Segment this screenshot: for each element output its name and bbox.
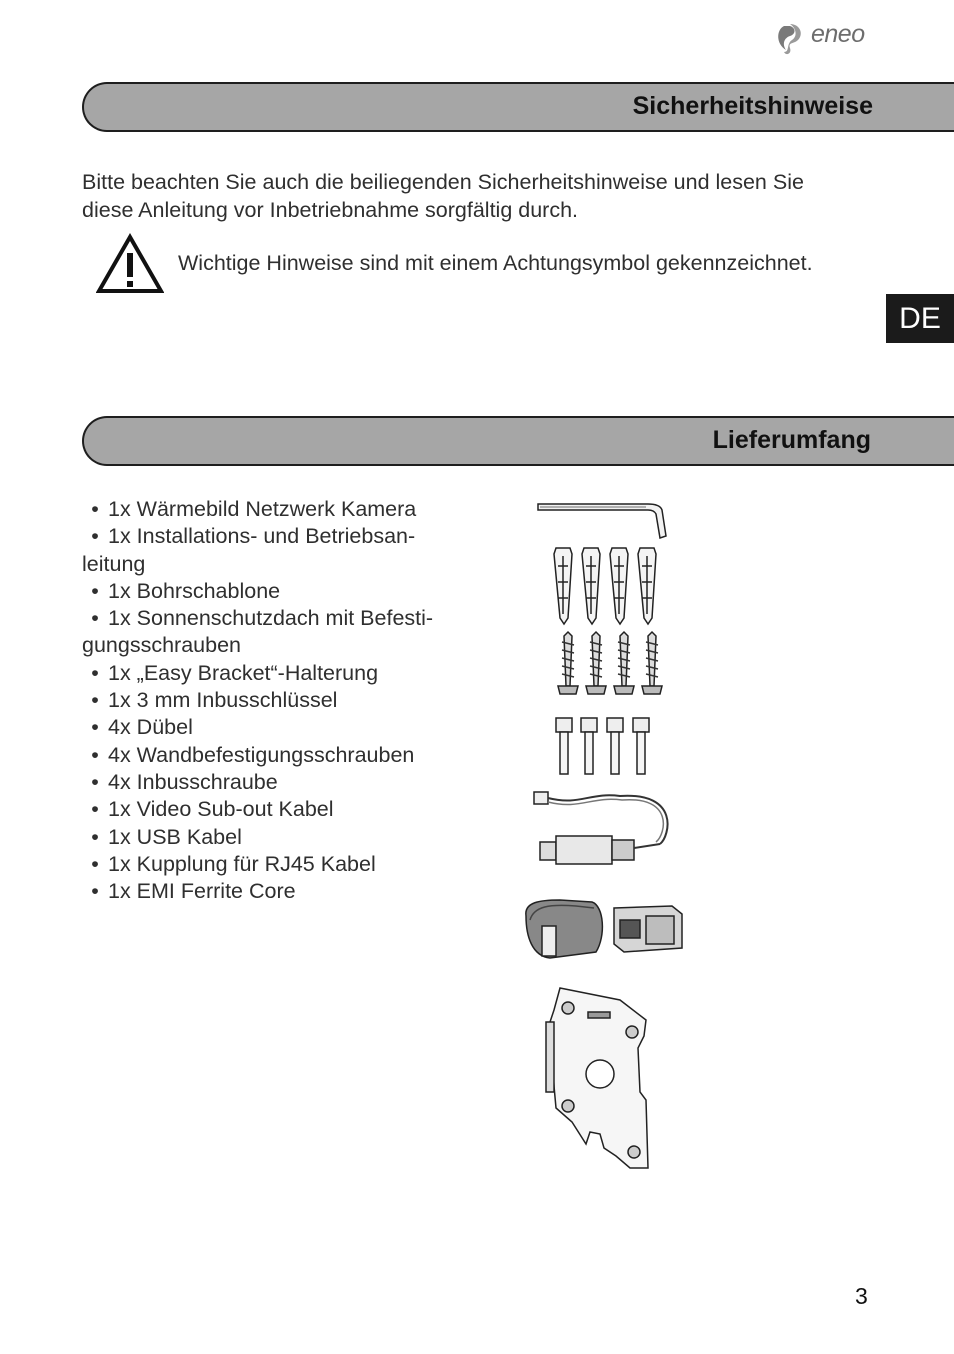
- list-item: • 1x USB Kabel: [91, 824, 242, 849]
- section-title-delivery: Lieferumfang: [712, 426, 871, 454]
- list-item: • 1x Video Sub-out Kabel: [91, 797, 334, 822]
- language-tab: DE: [886, 294, 954, 343]
- rj45-coupler-icon: [614, 906, 682, 952]
- mounting-plate-icon: [546, 988, 648, 1168]
- page-number: 3: [855, 1283, 868, 1309]
- hex-bolts-icon: [556, 718, 649, 774]
- warning-triangle-icon: [96, 233, 164, 295]
- allen-key-icon: [538, 504, 666, 538]
- section-header-safety: [82, 82, 954, 132]
- safety-paragraph-line: diese Anleitung vor Inbetriebnahme sorgfältig durch.: [82, 197, 579, 222]
- list-item: • 4x Inbusschraube: [91, 769, 278, 794]
- wall-plugs-icon: [554, 548, 656, 624]
- warning-text: Wichtige Hinweise sind mit einem Achtungsymbol gekennzeichnet.: [178, 251, 813, 275]
- list-item: • 1x Wärmebild Netzwerk Kamera: [91, 497, 417, 521]
- wall-screws-icon: [558, 632, 662, 694]
- section-header-delivery: [82, 416, 954, 466]
- list-item: • 1x Sonnenschutzdach mit Befesti- gungsschrauben: [82, 606, 434, 658]
- list-item: • 1x EMI Ferrite Core: [91, 879, 296, 904]
- list-item: • 1x „Easy Bracket“-Halterung: [91, 660, 379, 685]
- list-item: • 1x Bohrschablone: [91, 578, 281, 603]
- list-item: • 4x Wandbefestigungsschrauben: [91, 742, 415, 767]
- accessories-illustration: [520, 496, 695, 1186]
- list-item: • 1x 3 mm Inbusschlüssel: [91, 688, 338, 713]
- list-item: • 1x Kupplung für RJ45 Kabel: [91, 851, 376, 876]
- safety-paragraph: [82, 169, 882, 224]
- brand-logo-text: eneo: [811, 20, 865, 48]
- section-title-safety: Sicherheitshinweise: [632, 92, 873, 120]
- list-item: • 4x Dübel: [91, 715, 193, 740]
- list-item: • 1x Installations- und Betriebsan- leitung: [82, 524, 416, 576]
- video-cable-icon: [534, 792, 668, 864]
- delivery-list: [82, 496, 472, 905]
- ferrite-core-icon: [526, 900, 603, 958]
- safety-paragraph-line: Bitte beachten Sie auch die beiliegenden Sicherheitshinweise und lesen Sie: [82, 170, 804, 194]
